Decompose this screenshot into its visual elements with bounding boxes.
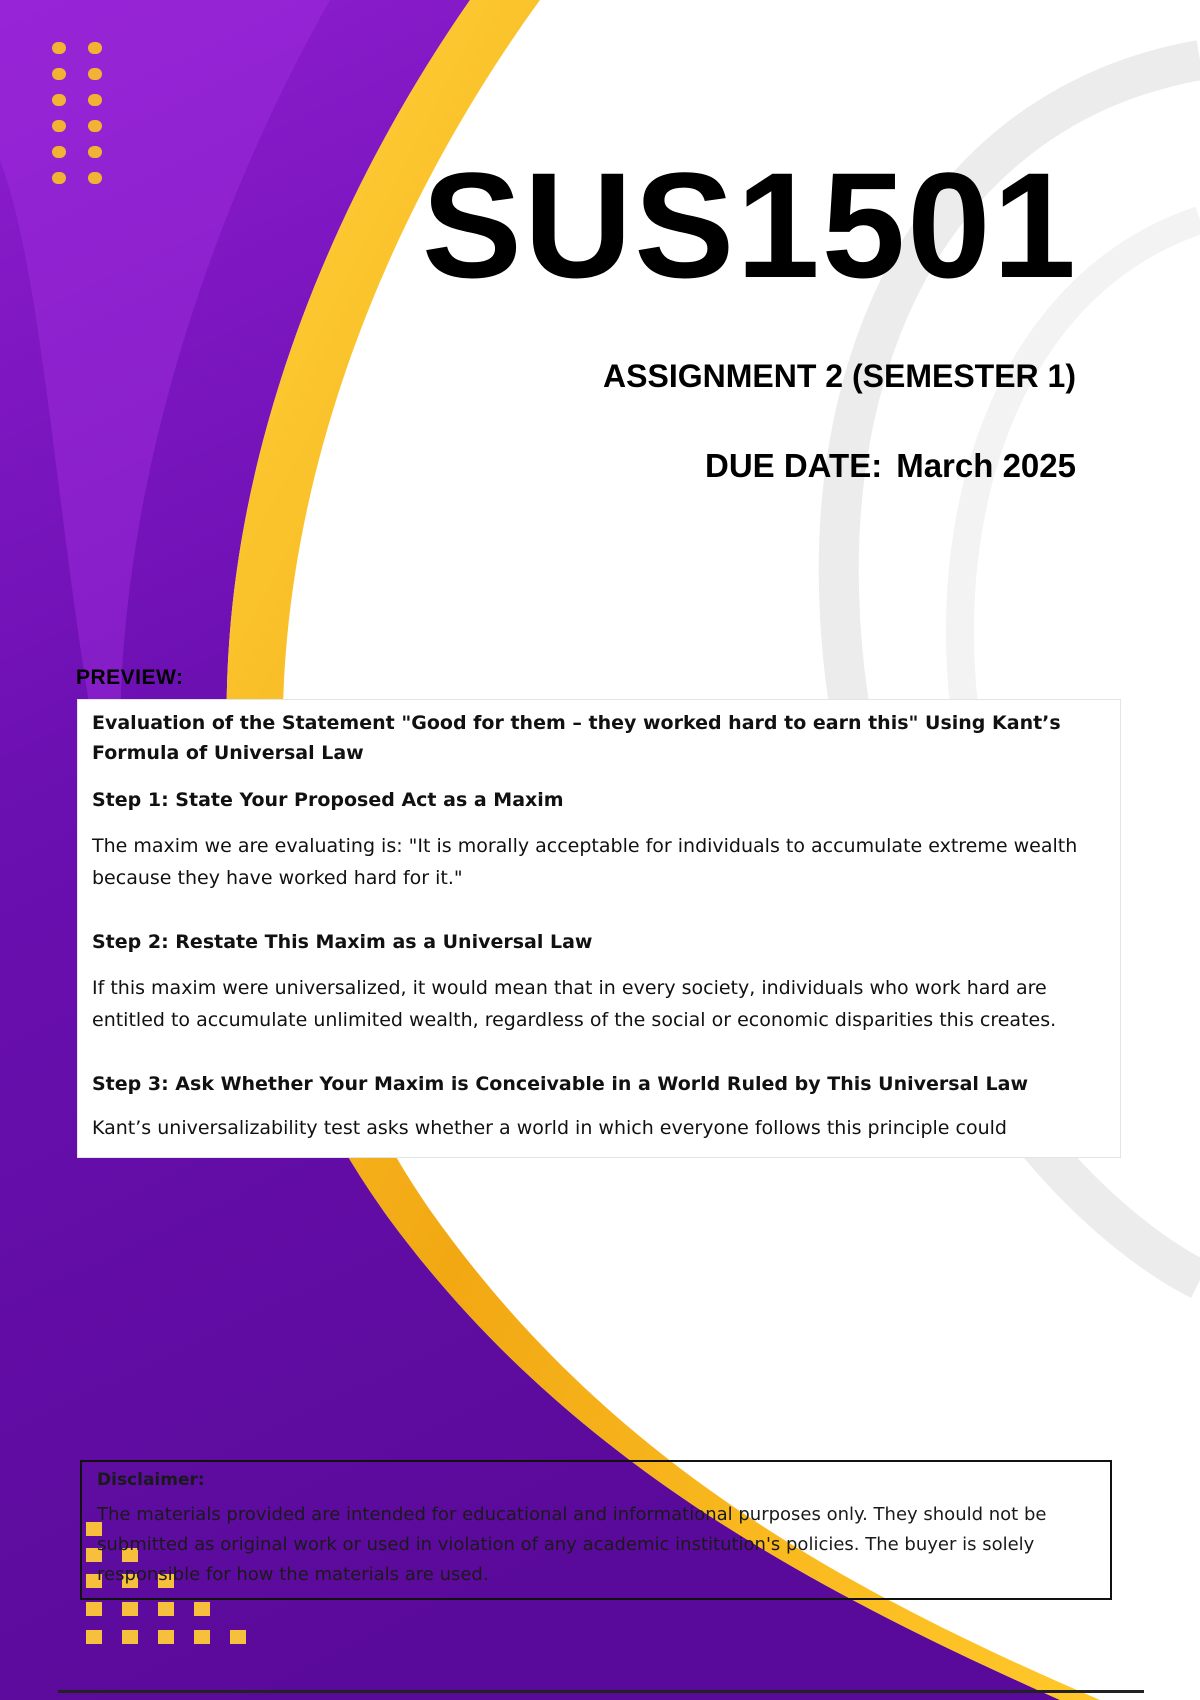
due-date [705,447,1076,485]
assignment-subtitle: ASSIGNMENT 2 (SEMESTER 1) [603,358,1076,394]
preview-label: PREVIEW: [76,666,184,689]
preview-heading: Evaluation of the Statement "Good for them – they worked hard to earn this" Using Kant’s Formula of Universal Law [92,712,1061,764]
disclaimer-box [80,1460,1112,1600]
disclaimer-title: Disclaimer: [97,1470,205,1490]
step-2-body: If this maxim were universalized, it would mean that in every society, individuals who work hard are entitled to accumulate unlimited wealth, regardless of the social or economic disparities this creates. [92,977,1057,1031]
decorative-dot-grid [52,42,112,192]
step-1-title: Step 1: State Your Proposed Act as a Maxim [92,789,564,811]
step-1-body: The maxim we are evaluating is: "It is morally acceptable for individuals to accumulate extreme wealth because they have worked hard for it." [92,835,1078,889]
preview-panel [78,700,1120,1157]
step-3-body: Kant’s universalizability test asks whether a world in which everyone follows this principle could [92,1117,1007,1139]
due-date-label: DUE DATE: [705,447,883,484]
bottom-divider [58,1690,1144,1693]
disclaimer-text: The materials provided are intended for educational and informational purposes only. They should not be submitted as original work or used in violation of any academic institution's policies. The buyer is solely responsible for how the materials are used. [97,1504,1047,1585]
preview-content [92,708,1104,1144]
course-code-title: SUS1501 [421,141,1078,309]
step-2-title: Step 2: Restate This Maxim as a Universal Law [92,931,593,953]
due-date-value: March 2025 [896,447,1076,484]
step-3-title: Step 3: Ask Whether Your Maxim is Conceivable in a World Ruled by This Universal Law [92,1073,1029,1095]
